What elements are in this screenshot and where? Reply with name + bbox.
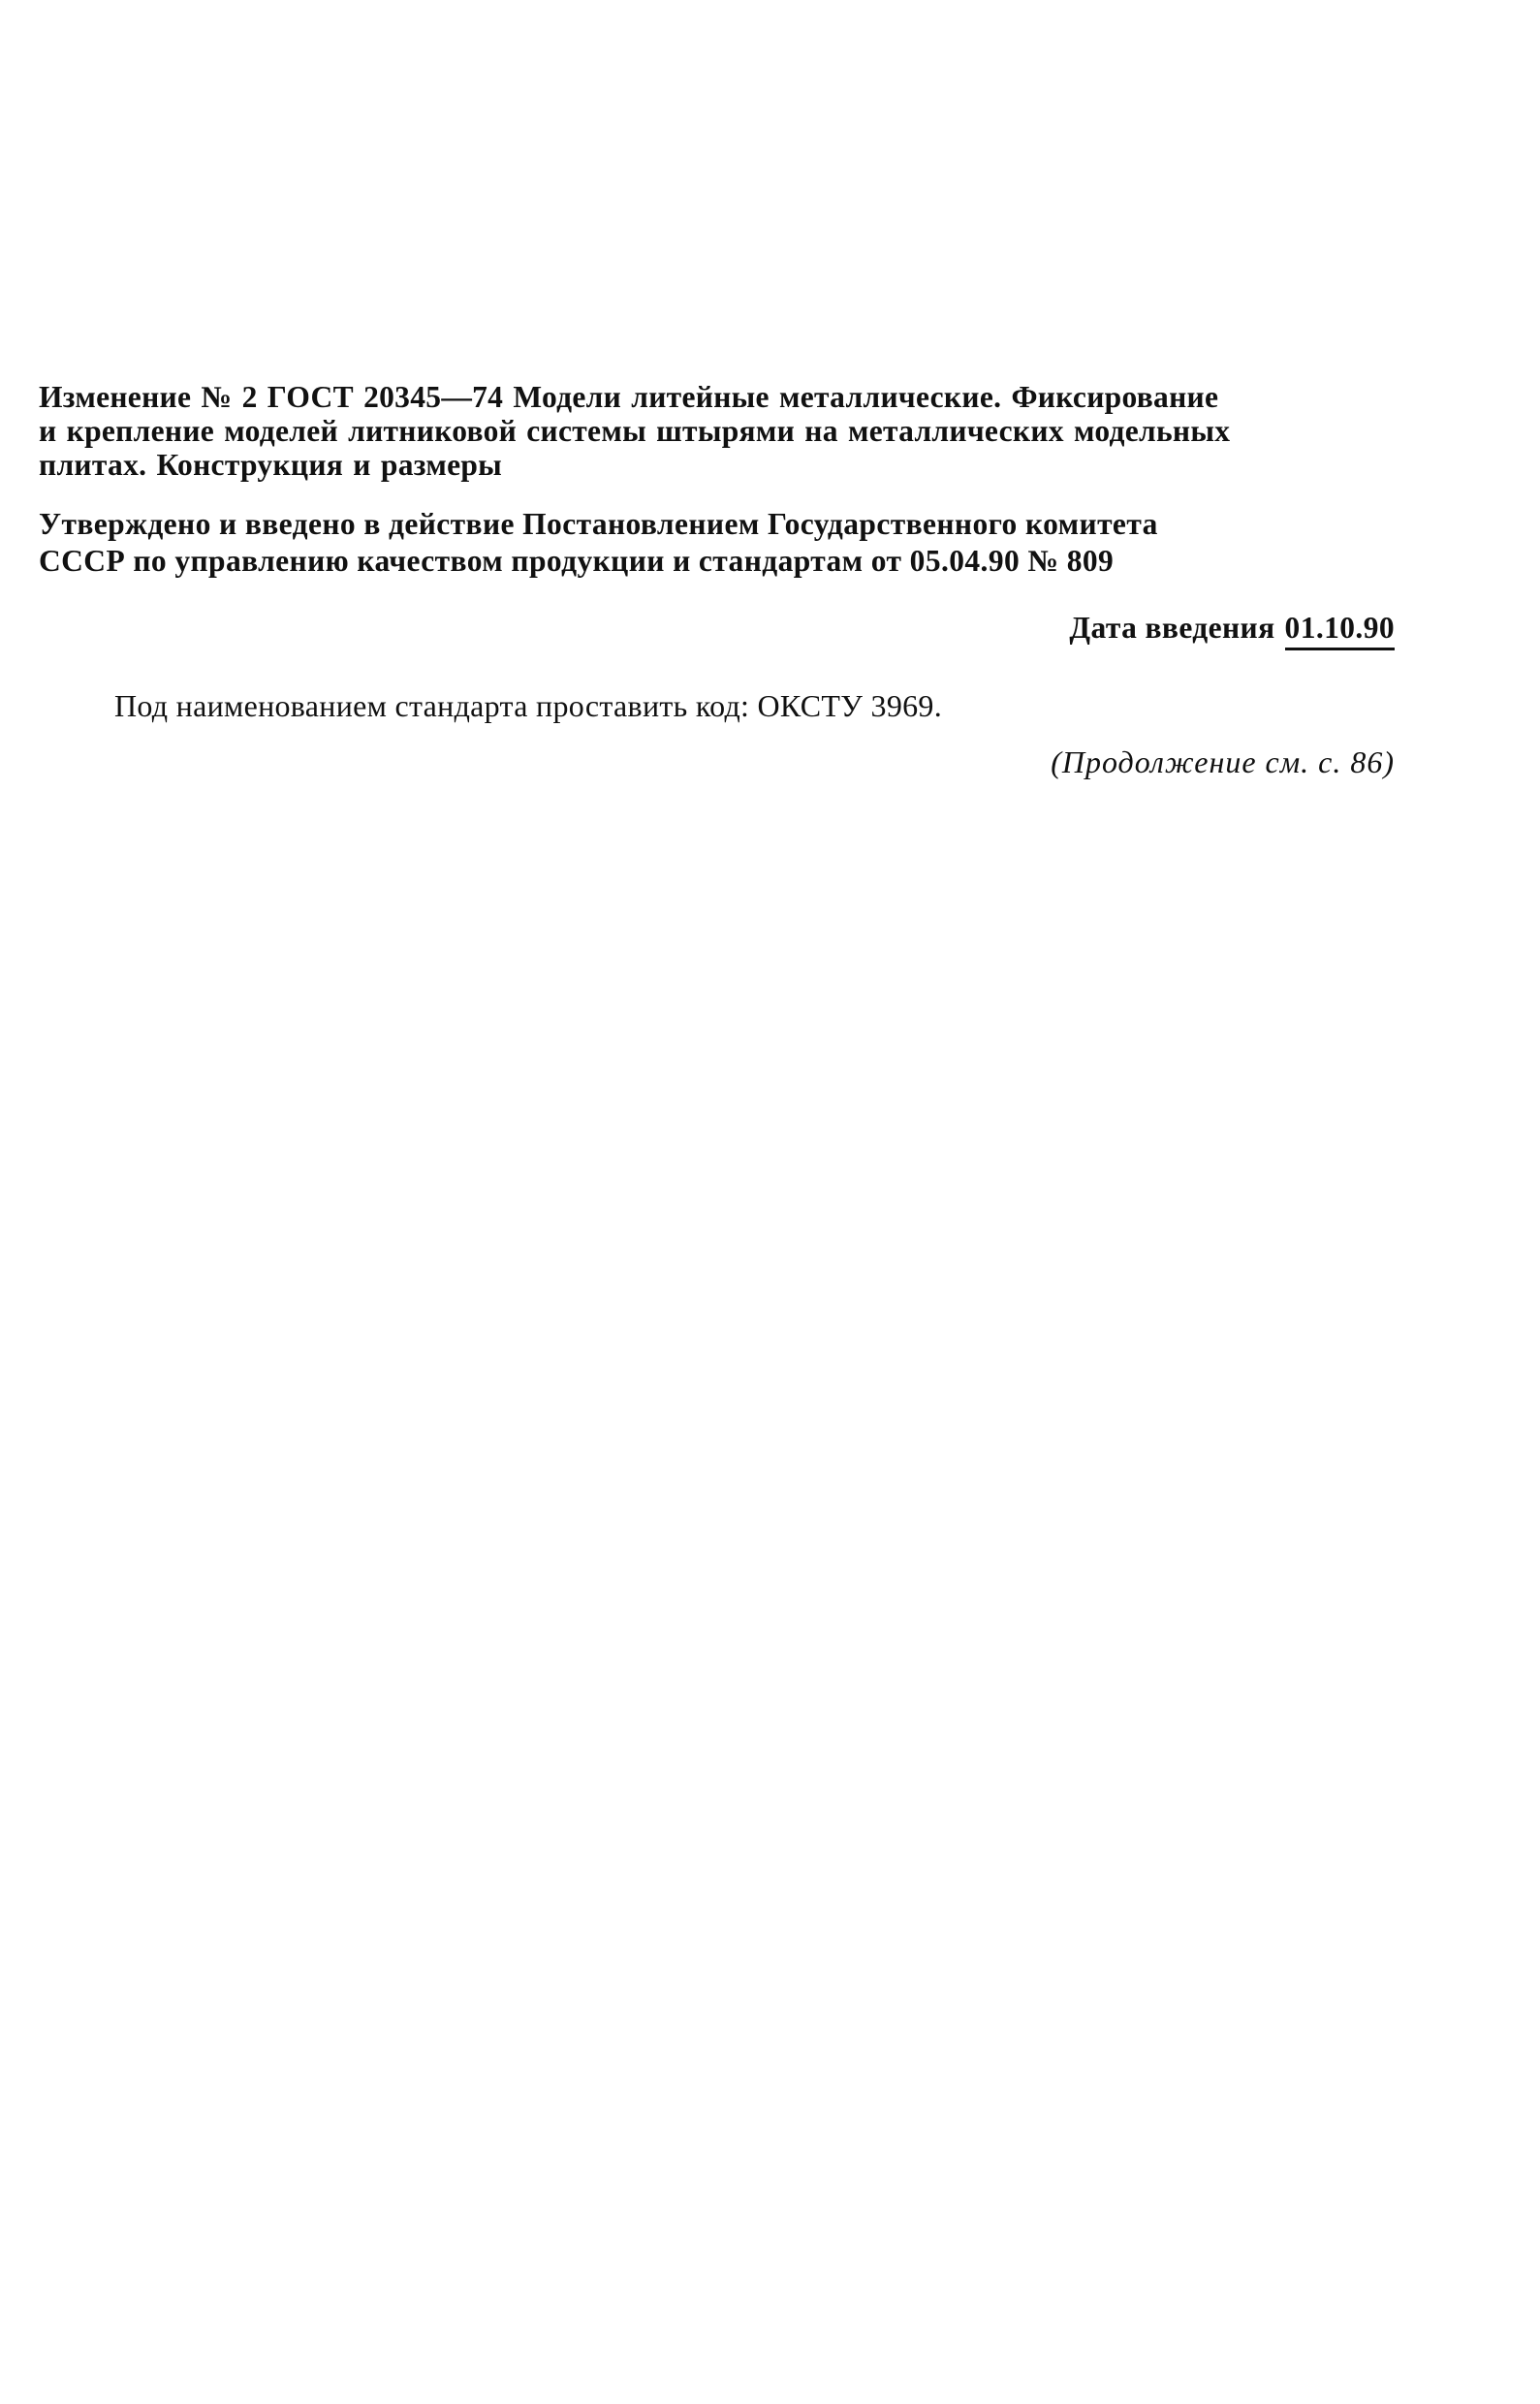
title-line: и крепление моделей литниковой системы штырями на металлических модельных [39, 414, 1231, 448]
title-line: плитах. Конструкция и размеры [39, 448, 503, 482]
title-line: Изменение № 2 ГОСТ 20345—74 Модели литейные металлические. Фиксирование [39, 380, 1219, 414]
effective-date-value: 01.10.90 [1285, 611, 1395, 650]
effective-date-label: Дата введения [1069, 611, 1275, 645]
approval-line: Утверждено и введено в действие Постановлением Государственного комитета [39, 507, 1158, 541]
effective-date [1069, 611, 1395, 650]
approval-statement [39, 506, 1394, 580]
continuation-note: (Продолжение см. с. 86) [1051, 744, 1395, 779]
instruction-text: Под наименованием стандарта проставить код: ОКСТУ 3969. [114, 688, 943, 723]
amendment-title [39, 380, 1394, 482]
approval-line: СССР по управлению качеством продукции и стандартам от 05.04.90 № 809 [39, 544, 1115, 578]
